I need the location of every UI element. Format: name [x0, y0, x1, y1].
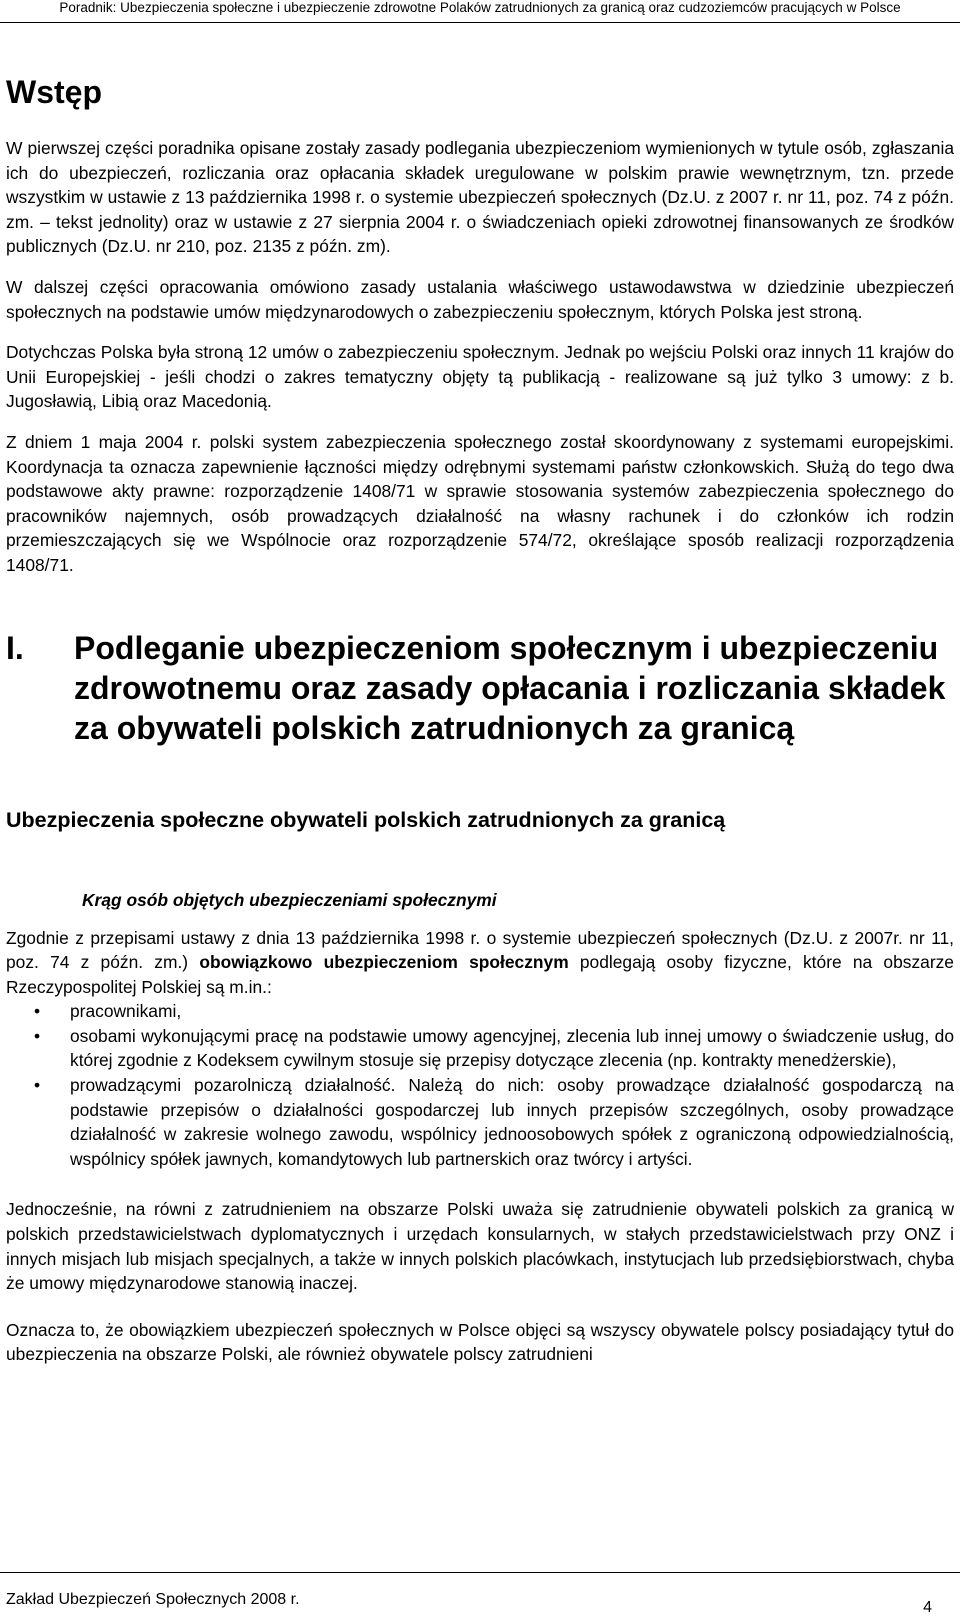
footer-publisher: Zakład Ubezpieczeń Społecznych 2008 r. — [6, 1591, 300, 1608]
header-divider — [0, 22, 960, 23]
subsection-title: Krąg osób objętych ubezpieczeniami społecznymi — [82, 889, 497, 910]
page-content — [6, 62, 954, 1367]
footer-divider — [0, 1572, 960, 1573]
intro-paragraph-4: Z dniem 1 maja 2004 r. polski system zabezpieczenia społecznego został skoordynowany z systemami europejskimi. Koordynacja ta oznacza zapewnienie łączności między odrębnymi systemami państw członkowskich. Służą do tego dwa podstawowe akty prawne: rozporządzenie 1408/71 w sprawie stosowania systemów zabezpieczenia społecznego do pracowników najemnych, osób prowadzących działalność na własny rachunek i do członków ich rodzin przemieszczających się we Wspólnocie oraz rozporządzenie 574/72, określające sposób realizacji rozporządzenia 1408/71. — [6, 431, 954, 575]
bullet-icon: • — [34, 1025, 41, 1046]
page-number: 4 — [923, 1599, 932, 1616]
lead-text-after: podlegają osoby fizyczne, które na obszarze Rzeczypospolitej Polskiej są m.in.: — [6, 952, 954, 997]
lead-text-before: Zgodnie z przepisami ustawy z dnia 13 października 1998 r. o systemie ubezpieczeń społecznych (Dz.U. z 2007r. nr 11, poz. 74 z późn. zm.) — [6, 927, 954, 973]
chapter-heading — [6, 628, 954, 748]
lead-paragraph — [6, 926, 954, 1000]
bullet-icon: • — [34, 1001, 41, 1022]
intro-paragraph-3: Dotychczas Polska była stroną 12 umów o zabezpieczeniu społecznym. Jednak po wejściu Polski oraz innych 11 krajów do Unii Europejskiej - jeśli chodzi o zakres tematyczny objęty tą publikacją - realizowane są już tylko 3 umowy: z b. Jugosławią, Libią oraz Macedonią. — [6, 342, 954, 412]
list-item-text: prowadzącymi pozarolniczą działalność. Należą do nich: osoby prowadzące działalność gospodarczą na podstawie przepisów o działalności gospodarczej lub innych przepisów szczególnych, osoby prowadzące działalność w zakresie wolnego zawodu, wspólnicy jednoosobowych spółek z ograniczoną odpowiedzialnością, wspólnicy spółek jawnych, komandytowych lub partnerskich oraz twórcy i artyści. — [70, 1075, 954, 1169]
section-title: Ubezpieczenia społeczne obywateli polskich zatrudnionych za granicą — [6, 807, 726, 832]
chapter-title: Podleganie ubezpieczeniom społecznym i ubezpieczeniu zdrowotnemu oraz zasady opłacania i rozliczania składek za obywateli polskich zatrudnionych za granicą — [74, 629, 946, 746]
list-item-text: osobami wykonującymi pracę na podstawie umowy agencyjnej, zlecenia lub innej umowy o świadczenie usług, do której zgodnie z Kodeksem cywilnym stosuje się przepisy dotyczące zlecenia (np. kontrakty menedżerskie), — [70, 1025, 954, 1071]
running-header: Poradnik: Ubezpieczenia społeczne i ubezpieczenie zdrowotne Polaków zatrudnionych za granicą oraz cudzoziemców pracujących w Polsce — [59, 0, 901, 15]
list-item-text: pracownikami, — [70, 1001, 182, 1022]
intro-paragraph-2: W dalszej części opracowania omówiono zasady ustalania właściwego ustawodawstwa w dziedzinie ubezpieczeń społecznych na podstawie umów międzynarodowych o zabezpieczeniu społecznym, których Polska jest stroną. — [6, 276, 954, 322]
intro-title: Wstęp — [6, 74, 102, 110]
bullet-icon: • — [34, 1075, 41, 1096]
insured-persons-list — [6, 999, 954, 1171]
section-paragraph-2: Oznacza to, że obowiązkiem ubezpieczeń społecznych w Polsce objęci są wszyscy obywatele polscy posiadający tytuł do ubezpieczenia na obszarze Polski, ale również obywatele polscy zatrudnieni — [6, 1319, 954, 1365]
chapter-number: I. — [6, 629, 24, 666]
section-paragraph-1: Jednocześnie, na równi z zatrudnieniem na obszarze Polski uważa się zatrudnienie obywateli polskich za granicą w polskich przedstawicielstwach dyplomatycznych i urzędach konsularnych, w stałych przedstawicielstwach przy ONZ i innych misjach lub misjach specjalnych, a także w innych polskich placówkach, instytucjach lub przedsiębiorstwach, chyba że umowy międzynarodowe stanowią inaczej. — [6, 1199, 954, 1294]
list-item — [6, 1073, 954, 1171]
intro-paragraph-1: W pierwszej części poradnika opisane zostały zasady podlegania ubezpieczeniom wymienionych w tytule osób, zgłaszania ich do ubezpieczeń, rozliczania oraz opłacania składek uregulowane w polskim prawie wewnętrznym, tzn. przede wszystkim w ustawie z 13 października 1998 r. o systemie ubezpieczeń społecznych (Dz.U. z 2007 r. nr 11, poz. 74 z późn. zm. – tekst jednolity) oraz w ustawie z 27 sierpnia 2004 r. o świadczeniach opieki zdrowotnej finansowanych ze środków publicznych (Dz.U. nr 210, poz. 2135 z późn. zm). — [6, 138, 954, 257]
lead-text-bold: obowiązkowo ubezpieczeniom społecznym — [199, 952, 569, 973]
list-item — [6, 1024, 954, 1073]
list-item — [6, 999, 954, 1024]
